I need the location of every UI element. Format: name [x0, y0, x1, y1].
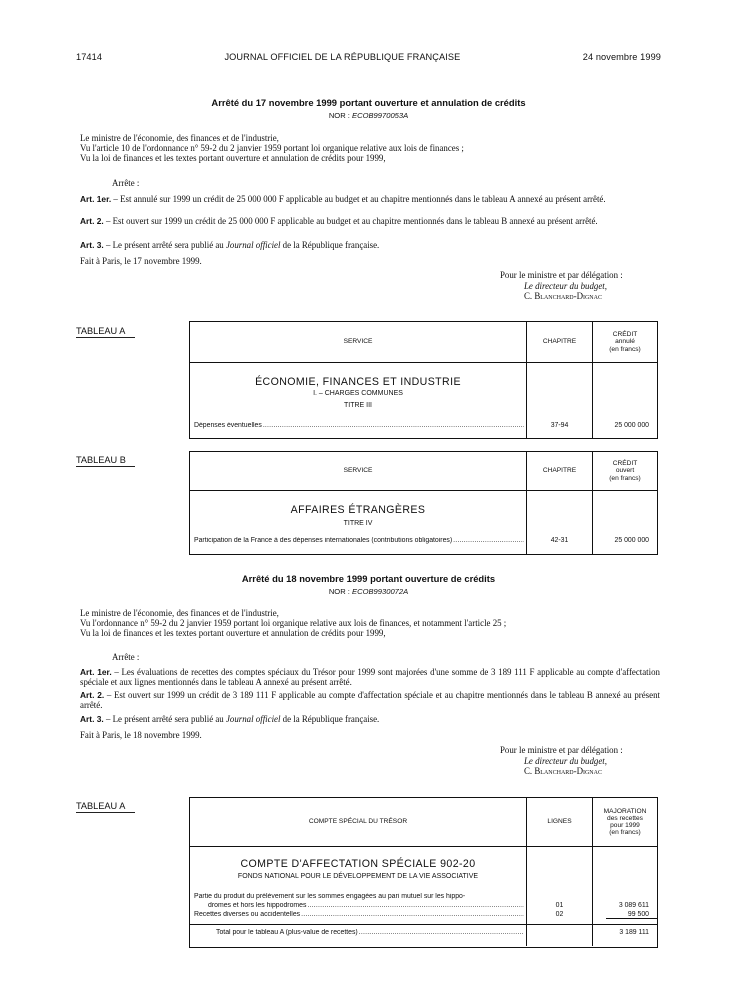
row-label: Dépenses éventuelles — [194, 422, 262, 429]
article-text: – Est ouvert sur 1999 un crédit de 3 189 111 F applicable au compte d'affectation spéciale et au chapitre mentionnés dans le tableau B annexé au présent arrêté. — [80, 690, 660, 711]
row-chapitre: 42-31 — [550, 537, 569, 544]
table-row — [194, 911, 524, 918]
chapitre-column — [527, 491, 593, 554]
decree1-title: Arrêté du 17 novembre 1999 portant ouverture et annulation de crédits — [211, 97, 526, 108]
row-amount: 25 000 000 — [614, 422, 649, 429]
subsection-title: I. – CHARGES COMMUNES — [313, 390, 403, 397]
article-label: Art. 2. — [80, 690, 105, 700]
section-title: COMPTE D'AFFECTATION SPÉCIALE 902-20 — [240, 858, 476, 870]
decree1-nor — [76, 111, 661, 120]
article-text: – Les évaluations de recettes des comptes spéciaux du Trésor pour 1999 sont majorées d'une somme de 3 189 111 F applicable au compte d'affectation spéciale et aux lignes mentionnés dans le tableau A annexé au présent arrêté. — [80, 667, 660, 688]
tableau-a2-label: TABLEAU A — [76, 801, 135, 813]
chapitre-column — [527, 363, 593, 438]
running-header — [76, 52, 661, 62]
majoration-column — [593, 847, 657, 946]
decree1-signature — [500, 270, 670, 302]
tableau-b-table — [189, 451, 658, 555]
row-ligne: 02 — [555, 911, 564, 918]
page-number: 17414 — [76, 52, 103, 62]
tableau-a2-table — [189, 797, 658, 948]
decree1-preamble — [80, 133, 660, 164]
header-credit-line: CRÉDIT — [612, 331, 638, 339]
decree1-arrete: Arrête : — [112, 178, 140, 188]
row-label: dromes et hors les hippodromes — [208, 902, 307, 909]
article-label: Art. 3. — [80, 240, 104, 250]
signature-line: Pour le ministre et par délégation : — [500, 270, 623, 280]
service-column — [190, 363, 527, 438]
article-label: Art. 3. — [80, 714, 104, 724]
preamble-line: Vu l'article 10 de l'ordonnance n° 59-2 du 2 janvier 1959 portant loi organique relative aux lois de finances ; — [80, 143, 464, 154]
header-compte: COMPTE SPÉCIAL DU TRÉSOR — [190, 798, 527, 846]
header-maj-line: des recettes — [607, 814, 643, 822]
header-credit-line: annulé — [615, 338, 635, 346]
decree2-preamble — [80, 608, 660, 639]
nor-code: ECOB9970053A — [352, 111, 409, 120]
nor-code: ECOB9930072A — [352, 587, 409, 596]
table-header — [190, 322, 657, 363]
decree2-done: Fait à Paris, le 18 novembre 1999. — [80, 730, 202, 740]
header-credit-line: (en francs) — [609, 474, 641, 482]
header-credit-line: CRÉDIT — [612, 460, 638, 468]
table-row — [208, 902, 524, 909]
total-divider — [190, 924, 657, 925]
preamble-line: Vu la loi de finances et les textes portant ouverture et annulation de crédits pour 1999, — [80, 153, 386, 164]
article-text: de la République française. — [280, 240, 380, 250]
nor-label: NOR : — [328, 587, 353, 596]
tableau-b-label: TABLEAU B — [76, 455, 135, 467]
table-row — [194, 422, 524, 429]
compte-column — [190, 847, 527, 946]
table-body — [190, 847, 657, 946]
header-maj-line: pour 1999 — [610, 822, 640, 829]
total-amount: 3 189 111 — [619, 929, 649, 936]
leader-dots — [359, 929, 524, 936]
row-label-line1: Partie du produit du prélèvement sur les sommes engagées au pari mutuel sur les hippo- — [194, 893, 466, 900]
nor-label: NOR : — [328, 111, 353, 120]
signature-role: Le directeur du budget, — [524, 280, 607, 291]
row-chapitre: 37-94 — [550, 422, 569, 429]
leader-dots — [301, 911, 524, 918]
article-label: Art. 1er. — [80, 667, 112, 677]
decree1-article-2 — [80, 216, 660, 226]
table-header — [190, 798, 657, 847]
section-title: ÉCONOMIE, FINANCES ET INDUSTRIE — [255, 376, 461, 388]
header-lignes: LIGNES — [527, 798, 593, 846]
journal-title: JOURNAL OFFICIEL DE LA RÉPUBLIQUE FRANÇAISE — [224, 52, 461, 62]
titre-label: TITRE III — [344, 402, 372, 409]
decree2-article-1 — [80, 667, 660, 687]
total-label: Total pour le tableau A (plus-value de recettes) — [216, 929, 358, 936]
article-text: – Le présent arrêté sera publié au — [103, 714, 226, 724]
decree1-done: Fait à Paris, le 17 novembre 1999. — [80, 256, 202, 266]
article-text: – Le présent arrêté sera publié au — [103, 240, 226, 250]
article-text: – Est annulé sur 1999 un crédit de 25 000 000 F applicable au budget et au chapitre mentionnés dans le tableau A annexé au présent arrêté. — [111, 194, 606, 204]
tableau-a-label: TABLEAU A — [76, 326, 135, 338]
header-chapitre: CHAPITRE — [527, 322, 593, 362]
total-row — [216, 929, 524, 936]
header-maj-line: (en francs) — [609, 829, 641, 837]
table-row — [194, 537, 524, 544]
amount-column — [593, 363, 657, 438]
decree2-article-2 — [80, 690, 660, 710]
subsection-title: FONDS NATIONAL POUR LE DÉVELOPPEMENT DE LA VIE ASSOCIATIVE — [237, 873, 479, 880]
signature-line: Pour le ministre et par délégation : — [500, 745, 623, 755]
decree2-signature — [500, 745, 670, 777]
decree2-nor — [76, 587, 661, 596]
table-header — [190, 452, 657, 491]
leader-dots — [263, 422, 524, 429]
journal-name: Journal officiel — [225, 714, 281, 724]
leader-dots — [453, 537, 524, 544]
row-label: Recettes diverses ou accidentelles — [194, 911, 301, 918]
decree2-article-3 — [80, 714, 660, 724]
row-amount: 99 500 — [606, 911, 657, 919]
row-amount: 25 000 000 — [614, 537, 649, 544]
article-text: – Est ouvert sur 1999 un crédit de 25 000 000 F applicable au budget et au chapitre mentionnés dans le tableau B annexé au présent arrêté. — [103, 216, 598, 226]
article-label: Art. 1er. — [80, 194, 112, 204]
preamble-line: Vu l'ordonnance n° 59-2 du 2 janvier 1959 portant loi organique relative aux lois de finances, et notamment l'article 25 ; — [80, 618, 507, 629]
decree2-arrete: Arrête : — [112, 652, 140, 662]
section-title: AFFAIRES ÉTRANGÈRES — [290, 504, 426, 516]
article-label: Art. 2. — [80, 216, 104, 226]
row-label: Participation de la France à des dépenses internationales (contributions obligatoires) — [194, 537, 453, 544]
table-body — [190, 491, 657, 554]
signature-role: Le directeur du budget, — [524, 755, 607, 766]
preamble-line: Le ministre de l'économie, des finances et de l'industrie, — [80, 133, 279, 143]
header-credit-line: ouvert — [615, 467, 635, 475]
journal-name: Journal officiel — [225, 240, 281, 250]
amount-column — [593, 491, 657, 554]
header-credit-line: (en francs) — [609, 345, 641, 353]
lignes-column — [527, 847, 593, 946]
row-ligne: 01 — [555, 902, 564, 909]
preamble-line: Vu la loi de finances et les textes portant ouverture et annulation de crédits pour 1999, — [80, 628, 386, 639]
header-majoration — [593, 798, 657, 846]
preamble-line: Le ministre de l'économie, des finances et de l'industrie, — [80, 608, 279, 618]
header-service: SERVICE — [190, 452, 527, 490]
issue-date: 24 novembre 1999 — [582, 52, 661, 62]
tableau-a-table — [189, 321, 658, 439]
signature-name: C. Blanchard-Dignac — [524, 291, 602, 302]
table-body — [190, 363, 657, 438]
decree2-title: Arrêté du 18 novembre 1999 portant ouverture de crédits — [241, 573, 496, 584]
titre-label: TITRE IV — [343, 520, 373, 527]
header-service: SERVICE — [190, 322, 527, 362]
article-text: de la République française. — [280, 714, 380, 724]
signature-name: C. Blanchard-Dignac — [524, 766, 602, 777]
leader-dots — [307, 902, 524, 909]
service-column — [190, 491, 527, 554]
header-credit — [593, 322, 657, 362]
row-amount: 3 089 611 — [618, 902, 649, 909]
decree1-article-1 — [80, 194, 660, 204]
header-chapitre: CHAPITRE — [527, 452, 593, 490]
decree1-article-3 — [80, 240, 660, 250]
header-credit — [593, 452, 657, 490]
header-maj-line: MAJORATION — [603, 807, 647, 815]
